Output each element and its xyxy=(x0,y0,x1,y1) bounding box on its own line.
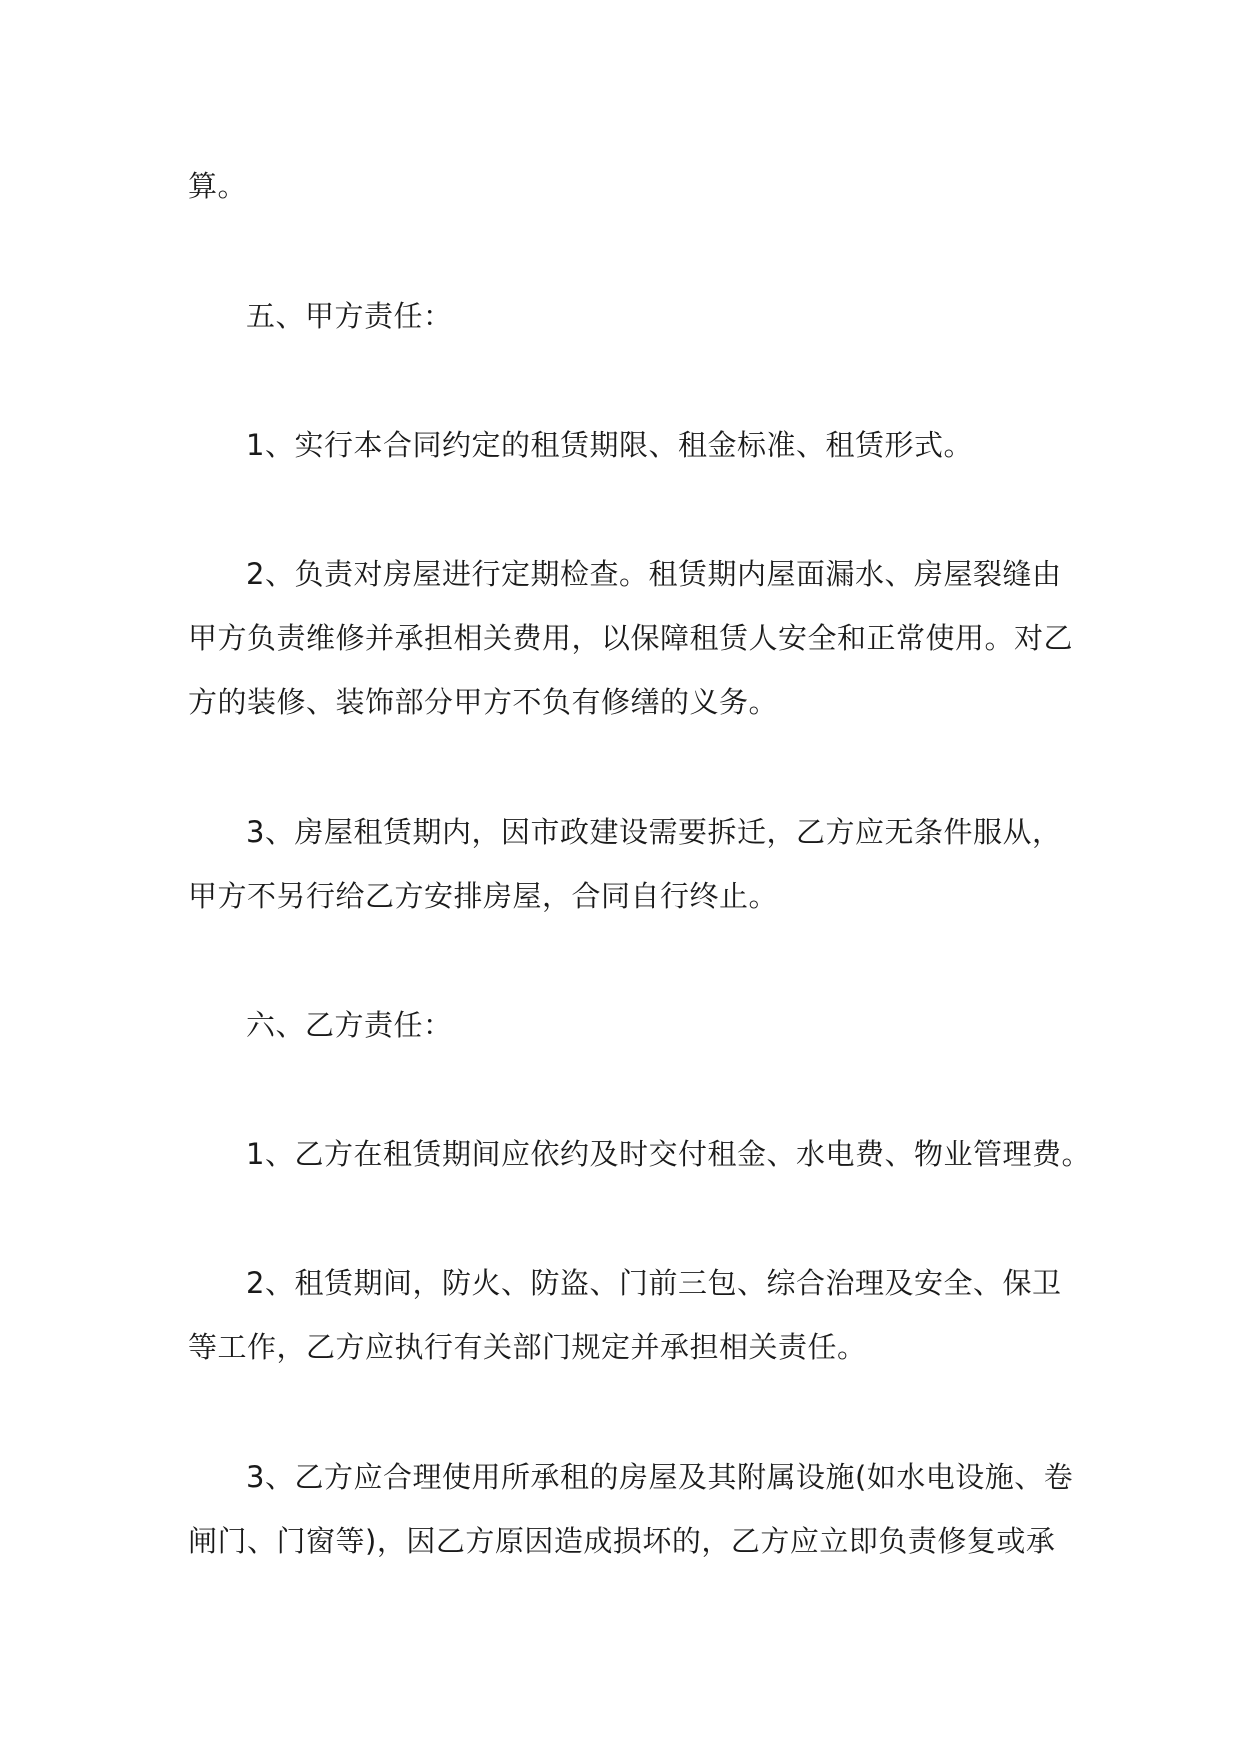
clause-b-3-line-2: 闸门、门窗等)，因乙方原因造成损坏的，乙方应立即负责修复或承 xyxy=(188,1524,1056,1558)
clause-a-2-line-1: 2、负责对房屋进行定期检查。租赁期内屋面漏水、房屋裂缝由 xyxy=(246,557,1062,591)
section-heading-party-b: 六、乙方责任： xyxy=(246,1008,453,1042)
clause-a-2-line-3: 方的装修、装饰部分甲方不负有修缮的义务。 xyxy=(188,685,779,719)
clause-b-1: 1、乙方在租赁期间应依约及时交付租金、水电费、物业管理费。 xyxy=(246,1137,1091,1171)
clause-b-2-line-2: 等工作，乙方应执行有关部门规定并承担相关责任。 xyxy=(188,1330,867,1364)
section-heading-party-a: 五、甲方责任： xyxy=(246,299,453,333)
clause-b-2-line-1: 2、租赁期间，防火、防盗、门前三包、综合治理及安全、保卫 xyxy=(246,1266,1062,1300)
clause-a-3-line-2: 甲方不另行给乙方安排房屋，合同自行终止。 xyxy=(188,879,779,913)
clause-a-2-line-2: 甲方负责维修并承担相关费用，以保障租赁人安全和正常使用。对乙 xyxy=(188,621,1074,655)
clause-a-3-line-1: 3、房屋租赁期内，因市政建设需要拆迁，乙方应无条件服从， xyxy=(246,815,1062,849)
text-line-continuation: 算。 xyxy=(188,169,248,203)
clause-b-3-line-1: 3、乙方应合理使用所承租的房屋及其附属设施(如水电设施、卷 xyxy=(246,1460,1074,1494)
clause-a-1: 1、实行本合同约定的租赁期限、租金标准、租赁形式。 xyxy=(246,428,973,462)
